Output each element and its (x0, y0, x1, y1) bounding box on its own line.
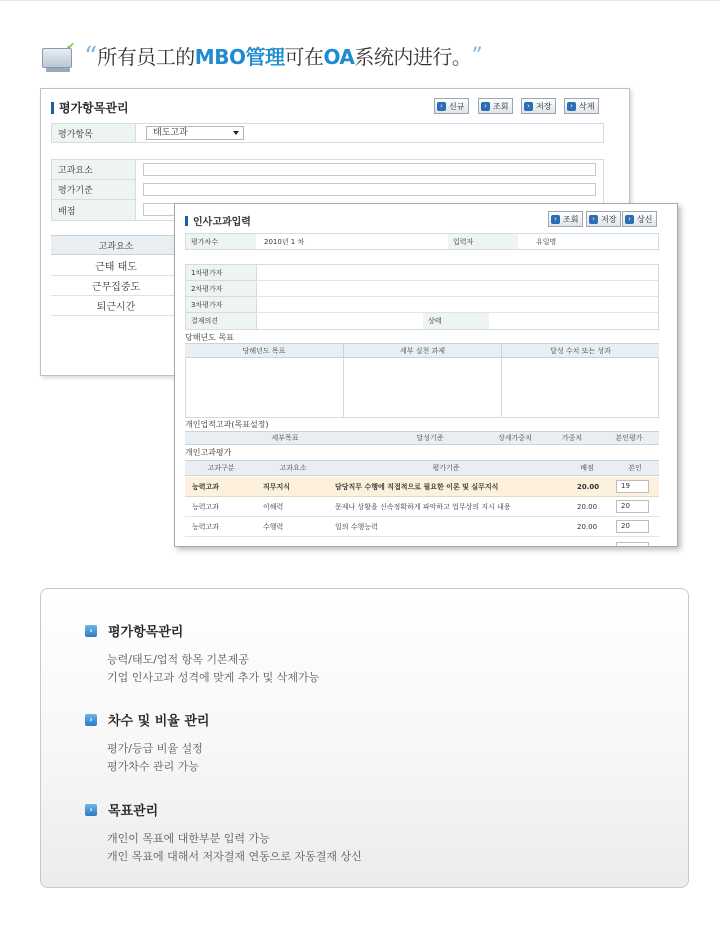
self-score-input[interactable]: 20 (616, 500, 649, 513)
arrow-right-icon: › (85, 625, 97, 637)
feature-line: 능력/태도/업적 항목 기본제공 (107, 653, 249, 666)
row-category: 능력고과 (192, 483, 220, 491)
delete-button[interactable]: › 삭제 (564, 98, 599, 114)
row-criteria: 문제나 상황을 신속정확하게 파악하고 업무상의 지시 내용 (335, 503, 511, 511)
search-button[interactable]: › 조회 (548, 211, 583, 227)
window-title: 인사고과입력 (185, 213, 251, 228)
perf-col-self: 본인평가 (615, 434, 643, 442)
table-row[interactable]: 근무집중도 (51, 276, 181, 296)
arrow-right-icon: › (85, 804, 97, 816)
feature-title: 평가항목관리 (108, 625, 184, 640)
eval-col-category: 고과구분 (207, 464, 235, 472)
arrow-icon: › (481, 102, 490, 111)
feature-line: 개인 목표에 대해서 저자결재 연동으로 자동결재 상신 (107, 850, 362, 863)
arrow-icon: › (625, 215, 634, 224)
table-row[interactable]: 근태 태도 (51, 256, 181, 276)
arrow-icon: › (551, 215, 560, 224)
goal-col-goal: 당해년도 목표 (185, 343, 343, 358)
feature-line: 평가차수 관리 가능 (107, 760, 200, 773)
arrow-icon: › (437, 102, 446, 111)
inputter-value: 유일명 (536, 237, 557, 246)
title-bar-icon (51, 102, 54, 114)
feature-item (85, 621, 319, 687)
headline-highlight-mbo: MBO管理 (194, 45, 285, 69)
feature-line: 개인이 목표에 대한부분 입력 가능 (107, 832, 270, 845)
top-divider (0, 0, 720, 1)
status-label: 상태 (423, 313, 489, 329)
goal-col-result: 달성 수치 또는 성과 (501, 343, 659, 358)
evaluation-section-title: 개인고과평가 (185, 448, 232, 457)
perf-col-weight: 가중치 (561, 434, 583, 442)
evaluator-3-label: 3차평가자 (186, 297, 256, 313)
feature-panel (40, 588, 689, 888)
perf-col-detail: 세부목표 (271, 434, 299, 442)
arrow-icon: › (589, 215, 598, 224)
arrow-icon: › (524, 102, 533, 111)
field-label-element: 고과요소 (52, 160, 136, 180)
title-bar-icon (185, 216, 188, 226)
eval-col-element: 고과요소 (279, 464, 307, 472)
feature-line: 평가/등급 비율 설정 (107, 742, 203, 755)
evaluator-1-label: 1차평가자 (186, 265, 256, 281)
period-value: 2010년 1 차 (264, 237, 305, 246)
table-row-partial (185, 537, 659, 547)
row-element: 직무지식 (263, 483, 291, 491)
table-row[interactable]: 퇴근시간 (51, 296, 181, 316)
table-header-element: 고과요소 (51, 235, 181, 255)
save-button[interactable]: › 저장 (521, 98, 556, 114)
info-row (185, 233, 659, 250)
row-category: 능력고과 (192, 523, 220, 531)
evaluator-table (185, 264, 659, 330)
perf-col-criteria: 달성기준 (416, 434, 444, 442)
search-button[interactable]: › 조회 (478, 98, 513, 114)
feature-line: 기업 인사고과 성격에 맞게 추가 및 삭제가능 (107, 671, 320, 684)
item-select-row (51, 123, 604, 143)
row-score: 20.00 (577, 503, 598, 511)
row-element: 이해력 (263, 503, 284, 511)
field-label-criteria: 평가기준 (52, 180, 136, 200)
goal-col-task: 세부 실천 과제 (343, 343, 501, 358)
perf-col-detail-weight: 상세가중치 (498, 434, 532, 442)
row-category: 능력고과 (192, 503, 220, 511)
goal-body[interactable] (185, 358, 659, 418)
feature-item (85, 800, 362, 866)
new-button[interactable]: › 신규 (434, 98, 469, 114)
headline-text-3: 系统内进行。 (354, 45, 472, 69)
feature-title: 차수 및 비율 관리 (108, 714, 210, 729)
monitor-icon: ✔ (42, 42, 76, 72)
item-select[interactable]: 태도고과 (146, 126, 244, 140)
arrow-icon: › (567, 102, 576, 111)
headline-text-2: 可在 (284, 45, 324, 69)
goal-section-title: 당해년도 목표 (185, 333, 234, 342)
item-label: 평가항목 (52, 124, 136, 142)
inputter-label: 입력자 (448, 234, 518, 249)
row-score: 20.00 (577, 523, 598, 531)
feature-title: 목표관리 (108, 804, 159, 819)
chevron-down-icon (233, 131, 239, 135)
self-score-input[interactable]: 19 (616, 480, 649, 493)
period-label: 평가차수 (186, 234, 256, 249)
eval-col-score: 배점 (580, 464, 594, 472)
criteria-input[interactable] (143, 183, 596, 196)
headline-text-1: 所有员工的 (97, 45, 195, 69)
self-score-input[interactable]: 20 (616, 520, 649, 533)
arrow-right-icon: › (85, 714, 97, 726)
headline-highlight-oa: OA (323, 45, 355, 69)
element-input[interactable] (143, 163, 596, 176)
eval-col-self: 본인 (628, 464, 642, 472)
appraisal-input-window (174, 203, 678, 547)
field-label-score: 배점 (52, 200, 136, 220)
evaluator-2-label: 2차평가자 (186, 281, 256, 297)
opinion-label: 결재의견 (186, 313, 256, 329)
row-element: 수행력 (263, 523, 284, 531)
row-score: 20.00 (577, 483, 600, 491)
feature-item (85, 710, 209, 776)
window-title: 평가항목관리 (51, 99, 129, 116)
performance-section-title: 개인업적고과(목표설정) (185, 420, 269, 429)
row-criteria: 일의 수행능력 (335, 523, 378, 531)
headline (42, 42, 483, 72)
row-criteria: 담당직무 수행에 직접적으로 필요한 이론 및 실무지식 (335, 483, 499, 491)
eval-col-criteria: 평가기준 (432, 464, 460, 472)
open-quote: “ (84, 42, 98, 72)
save-button[interactable]: › 저장 (586, 211, 621, 227)
submit-button[interactable]: › 상신 (622, 211, 657, 227)
close-quote: ” (471, 44, 483, 69)
